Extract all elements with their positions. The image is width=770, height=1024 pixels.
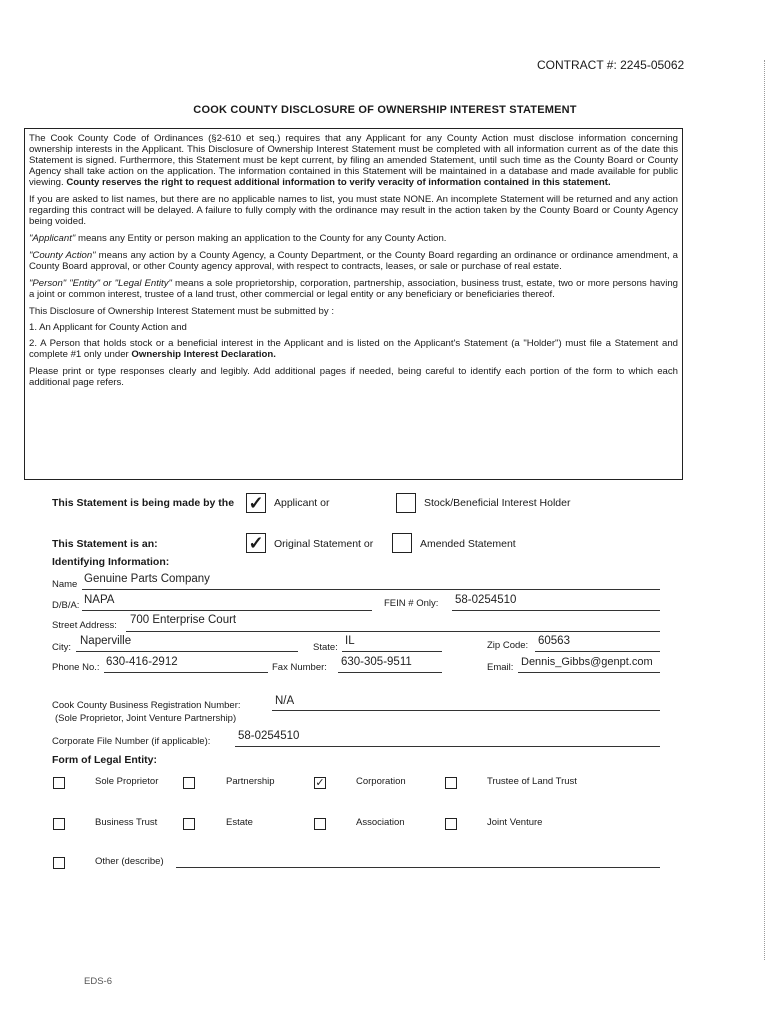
estate-checkbox[interactable] [183, 818, 195, 830]
intro-paragraph: The Cook County Code of Ordinances (§2-610 et seq.) requires that any Applicant for any County Action must disclose information concerning ownership interests in the Applicant. This Disclosure of Ownership Interest Statement must be completed with all information current as of the date this Statement is signed. Furthermore, this Statement must be kept current, by filing an amended Statement, until such time as the County Board or County Agency shall take action on the application. The information contained in this Statement will be maintained in a database and made available for public viewing. County reserves the right to request additional information to verify veracity of information contained in this statement. [29, 133, 678, 188]
sole-proprietor-checkbox[interactable] [53, 777, 65, 789]
street-value[interactable]: 700 Enterprise Court [130, 614, 237, 626]
state-line [342, 651, 442, 652]
name-value[interactable]: Genuine Parts Company [84, 573, 210, 585]
submit-item-1: 1. An Applicant for County Action and [29, 322, 187, 333]
corporation-label: Corporation [356, 776, 406, 787]
zip-line [535, 651, 660, 652]
contract-number: CONTRACT #: 2245-05062 [537, 58, 685, 72]
registration-label: Cook County Business Registration Number: [52, 700, 241, 711]
trustee-label: Trustee of Land Trust [487, 776, 577, 787]
partnership-checkbox[interactable] [183, 777, 195, 789]
registration-line [272, 710, 660, 711]
street-line [126, 631, 660, 632]
applicant-label: Applicant or [274, 497, 330, 509]
dba-line [82, 610, 372, 611]
corp-file-value[interactable]: 58-0254510 [238, 730, 300, 742]
scan-edge [764, 60, 766, 960]
fax-line [338, 672, 442, 673]
definition-person: "Person" "Entity" or "Legal Entity" means a sole proprietorship, corporation, partnership, association, business trust, estate, two or more persons having a joint or common interest, trustee of a land trust, other commercial or legal entity or any beneficiary or beneficiaries thereof. [29, 278, 678, 300]
dba-value[interactable]: NAPA [84, 594, 115, 606]
city-line [76, 651, 298, 652]
applicant-checkbox[interactable]: ✓ [246, 493, 266, 513]
partnership-label: Partnership [226, 776, 275, 787]
amended-label: Amended Statement [420, 538, 516, 550]
dba-label: D/B/A: [52, 600, 80, 611]
business-trust-checkbox[interactable] [53, 818, 65, 830]
other-label: Other (describe) [95, 856, 164, 867]
trustee-checkbox[interactable] [445, 777, 457, 789]
corp-file-line [235, 746, 660, 747]
fax-value[interactable]: 630-305-9511 [341, 656, 412, 668]
estate-label: Estate [226, 817, 253, 828]
association-label: Association [356, 817, 405, 828]
city-value[interactable]: Naperville [80, 635, 132, 647]
legal-entity-heading: Form of Legal Entity: [52, 754, 157, 766]
registration-sub: (Sole Proprietor, Joint Venture Partnership) [55, 713, 237, 724]
submit-item-2: 2. A Person that holds stock or a beneficial interest in the Applicant and is listed on the Applicant's Statement (a "Holder") must file a Statement and complete #1 only under Ownership Interest Declaration. [29, 338, 678, 360]
city-label: City: [52, 642, 71, 653]
identifying-heading: Identifying Information: [52, 556, 170, 568]
page-title: COOK COUNTY DISCLOSURE OF OWNERSHIP INTEREST STATEMENT [193, 104, 577, 116]
none-paragraph: If you are asked to list names, but there are no applicable names to list, you must state NONE. An incomplete Statement will be returned and any action regarding this contract will be delayed. A failure to fully comply with the ordinance may result in the action taken by the County Board or County Agency being voided. [29, 194, 678, 227]
name-label: Name [52, 579, 78, 590]
amended-checkbox[interactable] [392, 533, 412, 553]
print-note: Please print or type responses clearly and legibly. Add additional pages if needed, being careful to identify each portion of the form to which each additional page refers. [29, 366, 678, 388]
name-line [82, 589, 660, 590]
email-value[interactable]: Dennis_Gibbs@genpt.com [521, 656, 653, 668]
state-label: State: [313, 642, 338, 653]
holder-checkbox[interactable] [396, 493, 416, 513]
email-line [518, 672, 660, 673]
holder-label: Stock/Beneficial Interest Holder [424, 497, 571, 509]
original-checkbox[interactable]: ✓ [246, 533, 266, 553]
fein-label: FEIN # Only: [384, 598, 439, 609]
instructions-box [24, 128, 683, 480]
fax-label: Fax Number: [272, 662, 327, 673]
definition-county-action: "County Action" means any action by a County Agency, a County Department, or the County Board regarding an ordinance or ordinance amendment, a County Board approval, or other County agency approval, with respect to contracts, leases, or sale or purchase of real estate. [29, 250, 678, 272]
phone-line [104, 672, 268, 673]
corp-file-label: Corporate File Number (if applicable): [52, 736, 211, 747]
zip-value[interactable]: 60563 [538, 635, 570, 647]
phone-label: Phone No.: [52, 662, 100, 673]
statement-type-label: This Statement is an: [52, 538, 158, 550]
business-trust-label: Business Trust [95, 817, 158, 828]
sole-proprietor-label: Sole Proprietor [95, 776, 159, 787]
phone-value[interactable]: 630-416-2912 [106, 656, 178, 668]
other-line[interactable] [176, 867, 660, 868]
registration-value[interactable]: N/A [275, 695, 295, 707]
corporation-checkbox[interactable]: ✓ [315, 777, 325, 789]
zip-label: Zip Code: [487, 640, 529, 651]
state-value[interactable]: IL [345, 635, 355, 647]
made-by-label: This Statement is being made by the [52, 497, 235, 509]
fein-value[interactable]: 58-0254510 [455, 594, 517, 606]
fein-line [452, 610, 660, 611]
definition-applicant: "Applicant" means any Entity or person making an application to the County for any County Action. [29, 233, 447, 244]
submit-intro: This Disclosure of Ownership Interest Statement must be submitted by : [29, 306, 334, 317]
form-code: EDS-6 [84, 976, 112, 987]
other-checkbox[interactable] [53, 857, 65, 869]
email-label: Email: [487, 662, 514, 673]
association-checkbox[interactable] [314, 818, 326, 830]
street-label: Street Address: [52, 620, 117, 631]
joint-venture-label: Joint Venture [487, 817, 543, 828]
joint-venture-checkbox[interactable] [445, 818, 457, 830]
original-label: Original Statement or [274, 538, 374, 550]
